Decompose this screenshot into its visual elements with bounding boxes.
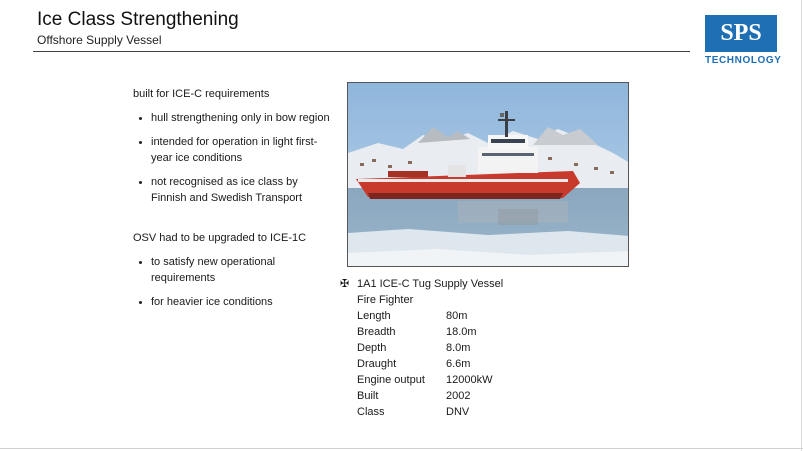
bullet-item: to satisfy new operational requirements [133, 254, 333, 286]
ship-in-ice-image [348, 83, 629, 267]
spec-value: DNV [446, 406, 470, 418]
lead-ice-c: built for ICE-C requirements [133, 88, 270, 100]
page-title: Ice Class Strengthening [37, 9, 239, 30]
spec-label: Breadth [357, 326, 396, 338]
bullet-item: not recognised as ice class by Finnish and Swedish Transport [133, 174, 333, 206]
header-divider [33, 51, 690, 52]
right-border [801, 0, 802, 451]
bullet-item: intended for operation in light first-year ice conditions [133, 134, 333, 166]
spec-row [357, 340, 492, 356]
sps-logo [705, 15, 782, 66]
spec-value: 80m [446, 310, 468, 322]
spec-row [357, 404, 492, 420]
page-subtitle: Offshore Supply Vessel [37, 33, 162, 47]
spec-label: Built [357, 390, 379, 402]
vessel-photo [347, 82, 629, 267]
logo-tagline: TECHNOLOGY [705, 55, 782, 66]
spec-table [357, 308, 492, 420]
spec-row [357, 324, 492, 340]
notation-text: 1A1 ICE-C Tug Supply Vessel [357, 278, 504, 290]
spec-label: Depth [357, 342, 387, 354]
class-notation [340, 276, 503, 292]
spec-label: Length [357, 310, 391, 322]
spec-label: Class [357, 406, 385, 418]
spec-row [357, 372, 492, 388]
bullet-list-2 [133, 254, 333, 310]
bullet-item: for heavier ice conditions [133, 294, 333, 310]
bullet-list-1 [133, 110, 333, 206]
notation-line2: Fire Fighter [357, 294, 414, 306]
vessel-specs [340, 276, 503, 420]
logo-mark: SPS [705, 15, 777, 52]
spec-row [357, 308, 492, 324]
spec-value: 2002 [446, 390, 471, 402]
spec-value: 18.0m [446, 326, 477, 338]
spec-label: Draught [357, 358, 397, 370]
spec-row [357, 388, 492, 404]
requirements-text [133, 86, 333, 318]
spec-value: 12000kW [446, 374, 493, 386]
lead-upgrade: OSV had to be upgraded to ICE-1C [133, 232, 307, 244]
maltese-cross-icon: ✠ [340, 277, 350, 290]
bullet-item: hull strengthening only in bow region [133, 110, 333, 126]
bottom-border [0, 448, 803, 449]
spec-row [357, 356, 492, 372]
spec-value: 6.6m [446, 358, 471, 370]
spec-label: Engine output [357, 374, 425, 386]
spec-value: 8.0m [446, 342, 471, 354]
